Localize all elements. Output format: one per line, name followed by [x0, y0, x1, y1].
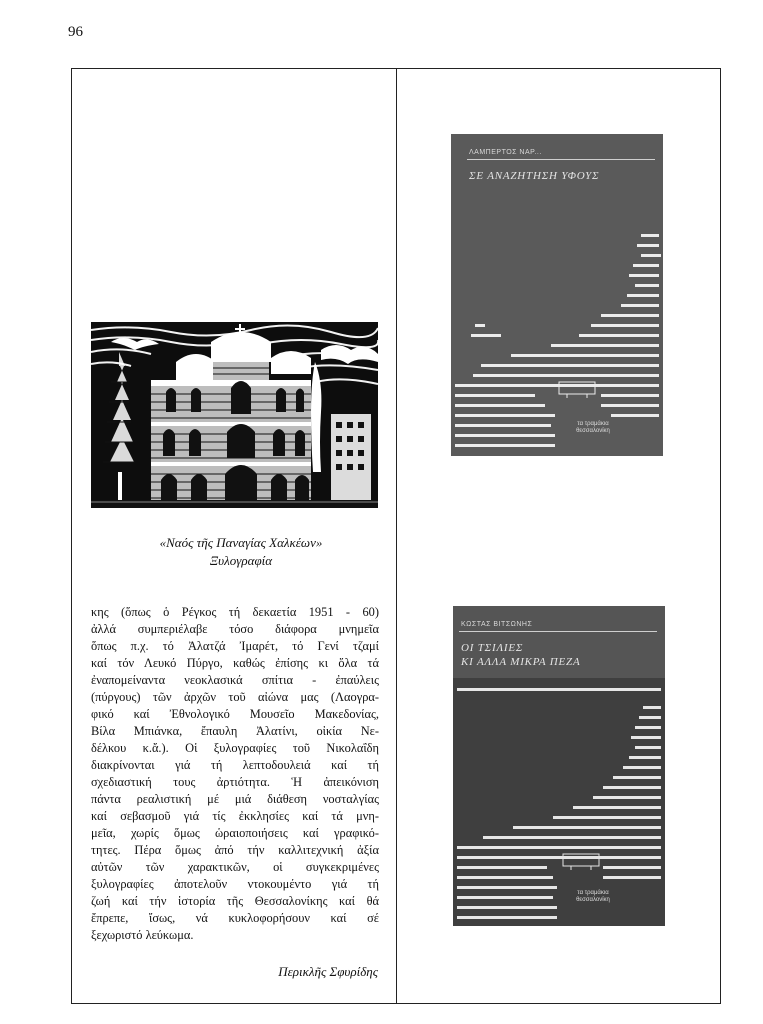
page-number: 96 [68, 24, 83, 40]
cover-author: ΚΩΣΤΑΣ ΒΙΤΣΩΝΗΣ [461, 621, 533, 628]
text-line: (πύργους) τῶν ἀρχῶν τοῦ αἰώνα μας (Λαογρα- [91, 690, 379, 704]
cover-rule [467, 159, 655, 160]
text-line: Βίλα Μπιάνκα, ἔπαυλη Ἀλατίνι, οἰκία Νε- [91, 724, 379, 738]
cover-title: ΣΕ ΑΝΑΖΗΤΗΣΗ ΥΦΟΥΣ [469, 170, 600, 182]
text-line: ζωή καί τήν ἱστορία τῆς Θεσσαλονίκης καί θά [91, 894, 379, 908]
cover-texture [451, 134, 663, 456]
publisher-line: θεσσαλονίκη [576, 428, 610, 434]
publisher-line: τα τραμάκια [577, 890, 609, 896]
text-line: τητες. Πέρα ὅμως ἀπό τήν καλλιτεχνική ἀξία [91, 843, 379, 857]
book-cover-1 [451, 134, 663, 456]
text-line: μεῖα, χωρίς ὅμως ὡραιοποιήσεις καί γραφικό- [91, 826, 379, 840]
text-line: δέλκου κ.ἄ.). Οἱ ξυλογραφίες τοῦ Νικολαΐδη [91, 741, 379, 755]
woodcut-image [91, 322, 378, 508]
caption-subtitle: Ξυλογραφία [209, 553, 273, 568]
publisher-line: θεσσαλονίκη [576, 897, 610, 903]
column-divider [396, 68, 397, 1004]
text-line: καί σεβασμοῦ γιά τίς ἐκκλησίες καί τά μνη- [91, 809, 379, 823]
caption-title: «Ναός τῆς Παναγίας Χαλκέων» [159, 535, 323, 550]
text-line: διακρίνονται γιά τή λεπτοδουλειά καί τή [91, 758, 379, 772]
text-line: φικό καί Ἐθνολογικό Μουσεῖο Μακεδονίας, [91, 707, 379, 721]
article-body [91, 604, 379, 944]
cover-title-line-2: ΚΙ ΑΛΛΑ ΜΙΚΡΑ ΠΕΖΑ [461, 656, 581, 668]
text-line: ἔπρεπε, ἴσως, νά κυκλοφορήσουν καί σέ [91, 911, 379, 925]
text-line: σχεδιαστική τους ἀρτιότητα. Ἡ ἀπεικόνιση [91, 775, 379, 789]
text-line: κης (ὅπως ὁ Ρέγκος τή δεκαετία 1951 - 60) [91, 605, 379, 619]
cover-rule [459, 631, 657, 632]
cover-author: ΛΑΜΠΕΡΤΟΣ ΝΑΡ... [469, 149, 542, 156]
cover-publisher [563, 890, 623, 904]
cover-texture [453, 606, 665, 926]
text-line: ξεχωριστό λεύκωμα. [91, 928, 194, 942]
book-cover-2 [453, 606, 665, 926]
text-line: ὅπως π.χ. τό Ἀλατζά Ἰμαρέτ, τό Γενί τζαμί [91, 639, 379, 653]
cover-title-line-1: ΟΙ ΤΣΙΛΙΕΣ [461, 642, 524, 654]
text-line: ἐναπομείναντα νεοκλασικά σπίτια - ἐπαύλεις [91, 673, 379, 687]
text-line: ξυλογραφίες ἀποτελοῦν ντοκουμέντο γιά τή [91, 877, 379, 891]
text-line: καί τόν Λευκό Πύργο, καθώς ἐπίσης κι ὅλα τά [91, 656, 379, 670]
article-author: Περικλῆς Σφυρίδης [278, 964, 378, 979]
text-line: ἀλλά συμπεριέλαβε τόσο διάφορα μνημεῖα [91, 622, 379, 636]
text-line: αὐτῶν τῶν χαρακτικῶν, οἱ συγκεκριμένες [91, 860, 379, 874]
publisher-line: τα τραμάκια [577, 421, 609, 427]
text-line: πάντα ρεαλιστική μέ μιά διάθεση νοσταλγίας [91, 792, 379, 806]
woodcut-caption [91, 534, 391, 570]
cover-publisher [563, 421, 623, 435]
